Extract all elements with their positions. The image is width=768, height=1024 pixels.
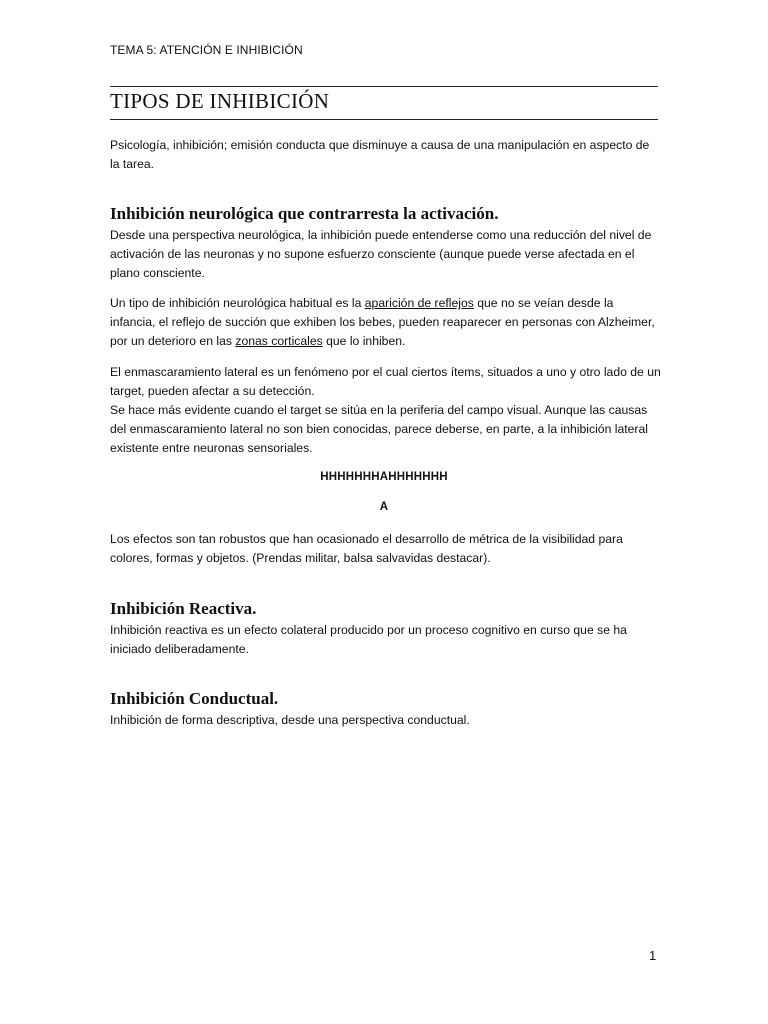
intro-paragraph: Psicología, inhibición; emisión conducta que disminuye a causa de una manipulación en aspecto de la tarea.: [110, 138, 650, 171]
cortical-zones-link[interactable]: zonas corticales: [235, 334, 323, 348]
page-number: 1: [649, 948, 657, 963]
section-heading-neurological: Inhibición neurológica que contrarresta la activación.: [110, 204, 499, 223]
reflexes-text-end: que lo inhiben.: [322, 334, 406, 348]
reactive-paragraph: Inhibición reactiva es un efecto colateral producido por un proceso cognitivo en curso que se ha iniciado deliberadamente.: [110, 623, 627, 656]
page-header: TEMA 5: ATENCIÓN E INHIBICIÓN: [110, 43, 303, 57]
title-rule-top: [110, 86, 658, 87]
reflexes-text-middle: que no se veían desde la infancia, el reflejo de succión que exhiben los bebes, pueden reaparecer en personas con Alzheimer, por un deterioro en las: [110, 296, 655, 348]
reflexes-link[interactable]: aparición de reflejos: [364, 296, 474, 310]
reflexes-text-start: Un tipo de inhibición neurológica habitual es la: [110, 296, 365, 310]
section-heading-reactive: Inhibición Reactiva.: [110, 599, 257, 618]
behavioral-paragraph: Inhibición de forma descriptiva, desde una perspectiva conductual.: [110, 713, 470, 727]
reflexes-paragraph: [110, 294, 662, 351]
lateral-masking-line1: El enmascaramiento lateral es un fenómeno por el cual ciertos ítems, situados a uno y otro lado de un target, pueden afectar a su detección.: [110, 365, 661, 398]
masking-example-row: HHHHHHHAHHHHHHH: [320, 471, 448, 483]
section-heading-behavioral: Inhibición Conductual.: [110, 689, 279, 708]
neurological-paragraph: Desde una perspectiva neurológica, la inhibición puede entenderse como una reducción del nivel de activación de las neuronas y no supone esfuerzo consciente (aunque puede verse afectada en el plano consciente.: [110, 228, 652, 280]
visibility-paragraph: Los efectos son tan robustos que han ocasionado el desarrollo de métrica de la visibilidad para colores, formas y objetos. (Prendas militar, balsa salvavidas destacar).: [110, 532, 623, 565]
masking-example-single: A: [379, 501, 389, 513]
title-rule-bottom: [110, 119, 658, 120]
lateral-masking-paragraph: [110, 363, 662, 458]
document-title: TIPOS DE INHIBICIÓN: [110, 89, 330, 113]
lateral-masking-line2: Se hace más evidente cuando el target se sitúa en la periferia del campo visual. Aunque las causas del enmascaramiento lateral no son bien conocidas, parece deberse, en parte, a la inhibición lateral existente entre neuronas sensoriales.: [110, 403, 648, 455]
